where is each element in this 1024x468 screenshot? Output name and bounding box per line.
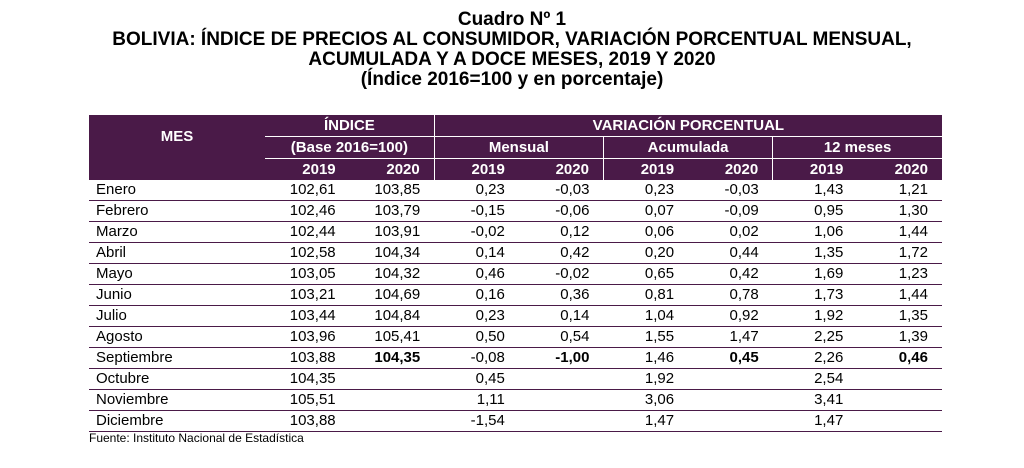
row-value: 0,54 — [519, 327, 604, 348]
row-value: 104,35 — [265, 369, 350, 390]
row-value: 0,12 — [519, 222, 604, 243]
header-year: 2020 — [688, 159, 773, 181]
row-value: 0,81 — [603, 285, 688, 306]
row-value: -0,15 — [434, 201, 519, 222]
row-value: -0,02 — [519, 264, 604, 285]
row-value: 104,32 — [350, 264, 435, 285]
row-month: Julio — [89, 306, 265, 327]
header-year: 2019 — [773, 159, 858, 181]
table-row — [89, 180, 942, 201]
row-month: Junio — [89, 285, 265, 306]
row-value: 1,21 — [857, 180, 942, 201]
row-value: 1,47 — [773, 411, 858, 432]
row-value: 103,91 — [350, 222, 435, 243]
row-value: 0,92 — [688, 306, 773, 327]
row-value — [519, 390, 604, 411]
row-value: 1,73 — [773, 285, 858, 306]
row-value: 0,78 — [688, 285, 773, 306]
row-value: -0,06 — [519, 201, 604, 222]
row-month: Noviembre — [89, 390, 265, 411]
row-value — [857, 390, 942, 411]
row-value: 104,35 — [350, 348, 435, 369]
row-month: Agosto — [89, 327, 265, 348]
row-value: 0,07 — [603, 201, 688, 222]
row-value: -1,00 — [519, 348, 604, 369]
row-value: 1,69 — [773, 264, 858, 285]
table-title-line-1: BOLIVIA: ÍNDICE DE PRECIOS AL CONSUMIDOR, VARIACIÓN PORCENTUAL MENSUAL, — [112, 29, 912, 50]
row-value: 105,41 — [350, 327, 435, 348]
row-value: -0,03 — [688, 180, 773, 201]
row-value: 0,46 — [857, 348, 942, 369]
header-mensual: Mensual — [434, 137, 603, 159]
row-value — [857, 411, 942, 432]
table-row — [89, 411, 942, 432]
row-value: 0,06 — [603, 222, 688, 243]
row-value: 1,23 — [857, 264, 942, 285]
row-value: 0,65 — [603, 264, 688, 285]
row-value: 0,95 — [773, 201, 858, 222]
row-value: 1,43 — [773, 180, 858, 201]
table-number: Cuadro Nº 1 — [457, 9, 567, 30]
row-value: 1,11 — [434, 390, 519, 411]
row-value: 103,85 — [350, 180, 435, 201]
row-value: 0,23 — [434, 180, 519, 201]
header-blank — [89, 159, 265, 181]
row-month: Marzo — [89, 222, 265, 243]
row-value — [688, 369, 773, 390]
table-body — [89, 180, 942, 432]
table-row — [89, 327, 942, 348]
header-indice-base: (Base 2016=100) — [265, 137, 434, 159]
row-value: 102,61 — [265, 180, 350, 201]
header-year: 2020 — [350, 159, 435, 181]
row-value: 0,42 — [688, 264, 773, 285]
row-month: Septiembre — [89, 348, 265, 369]
row-value — [519, 369, 604, 390]
row-value: 2,26 — [773, 348, 858, 369]
row-value: 102,44 — [265, 222, 350, 243]
row-value: 0,23 — [434, 306, 519, 327]
table-title-line-2: ACUMULADA Y A DOCE MESES, 2019 Y 2020 — [308, 49, 716, 70]
table-title-block — [0, 10, 1024, 90]
row-value: 1,44 — [857, 285, 942, 306]
row-value: 102,46 — [265, 201, 350, 222]
row-value: 1,46 — [603, 348, 688, 369]
row-value: 103,05 — [265, 264, 350, 285]
row-value: 1,06 — [773, 222, 858, 243]
row-value: 104,84 — [350, 306, 435, 327]
row-value: 0,45 — [688, 348, 773, 369]
header-year: 2019 — [603, 159, 688, 181]
row-value — [350, 390, 435, 411]
row-value: 0,36 — [519, 285, 604, 306]
row-value: 0,46 — [434, 264, 519, 285]
row-value: 0,23 — [603, 180, 688, 201]
row-value: 0,02 — [688, 222, 773, 243]
table-header — [89, 115, 942, 180]
row-value: -0,02 — [434, 222, 519, 243]
table-row — [89, 306, 942, 327]
row-value — [688, 390, 773, 411]
row-value: 104,69 — [350, 285, 435, 306]
row-value: 0,16 — [434, 285, 519, 306]
table-row — [89, 264, 942, 285]
row-month: Abril — [89, 243, 265, 264]
row-value: 0,50 — [434, 327, 519, 348]
row-value: -0,03 — [519, 180, 604, 201]
row-value: 0,44 — [688, 243, 773, 264]
row-value: 105,51 — [265, 390, 350, 411]
row-value: 103,96 — [265, 327, 350, 348]
source-note: Fuente: Instituto Nacional de Estadística — [89, 431, 304, 445]
row-value: -0,08 — [434, 348, 519, 369]
row-value: 103,88 — [265, 411, 350, 432]
row-month: Diciembre — [89, 411, 265, 432]
row-value: 103,21 — [265, 285, 350, 306]
row-value: 103,44 — [265, 306, 350, 327]
header-year: 2019 — [265, 159, 350, 181]
header-mes: MES — [89, 115, 265, 159]
row-value: 3,06 — [603, 390, 688, 411]
row-value: 1,30 — [857, 201, 942, 222]
header-indice: ÍNDICE — [265, 115, 434, 137]
header-variacion: VARIACIÓN PORCENTUAL — [434, 115, 942, 137]
row-month: Octubre — [89, 369, 265, 390]
table-row — [89, 390, 942, 411]
row-value: 102,58 — [265, 243, 350, 264]
row-value: 103,79 — [350, 201, 435, 222]
table-row — [89, 243, 942, 264]
row-value — [857, 369, 942, 390]
row-month: Febrero — [89, 201, 265, 222]
row-value: 1,47 — [603, 411, 688, 432]
row-value — [519, 411, 604, 432]
table-row — [89, 201, 942, 222]
row-value: -1,54 — [434, 411, 519, 432]
row-value: 0,45 — [434, 369, 519, 390]
row-value: 1,92 — [773, 306, 858, 327]
row-value — [350, 411, 435, 432]
row-value: 0,14 — [519, 306, 604, 327]
header-doce-meses: 12 meses — [773, 137, 942, 159]
row-value — [688, 411, 773, 432]
header-year: 2020 — [857, 159, 942, 181]
row-value: 1,04 — [603, 306, 688, 327]
row-value: -0,09 — [688, 201, 773, 222]
row-value: 3,41 — [773, 390, 858, 411]
row-value: 1,72 — [857, 243, 942, 264]
row-month: Enero — [89, 180, 265, 201]
table-row — [89, 285, 942, 306]
header-year: 2019 — [434, 159, 519, 181]
row-value — [350, 369, 435, 390]
row-value: 1,44 — [857, 222, 942, 243]
row-value: 1,35 — [857, 306, 942, 327]
row-value: 2,54 — [773, 369, 858, 390]
row-month: Mayo — [89, 264, 265, 285]
row-value: 1,35 — [773, 243, 858, 264]
table-row — [89, 222, 942, 243]
row-value: 0,14 — [434, 243, 519, 264]
table-subtitle: (Índice 2016=100 y en porcentaje) — [360, 69, 664, 90]
table-row — [89, 369, 942, 390]
row-value: 0,42 — [519, 243, 604, 264]
table-row — [89, 348, 942, 369]
cpi-table — [89, 115, 942, 432]
row-value: 103,88 — [265, 348, 350, 369]
header-year: 2020 — [519, 159, 604, 181]
row-value: 1,92 — [603, 369, 688, 390]
row-value: 0,20 — [603, 243, 688, 264]
row-value: 104,34 — [350, 243, 435, 264]
header-acumulada: Acumulada — [603, 137, 772, 159]
row-value: 1,39 — [857, 327, 942, 348]
row-value: 1,55 — [603, 327, 688, 348]
row-value: 2,25 — [773, 327, 858, 348]
row-value: 1,47 — [688, 327, 773, 348]
